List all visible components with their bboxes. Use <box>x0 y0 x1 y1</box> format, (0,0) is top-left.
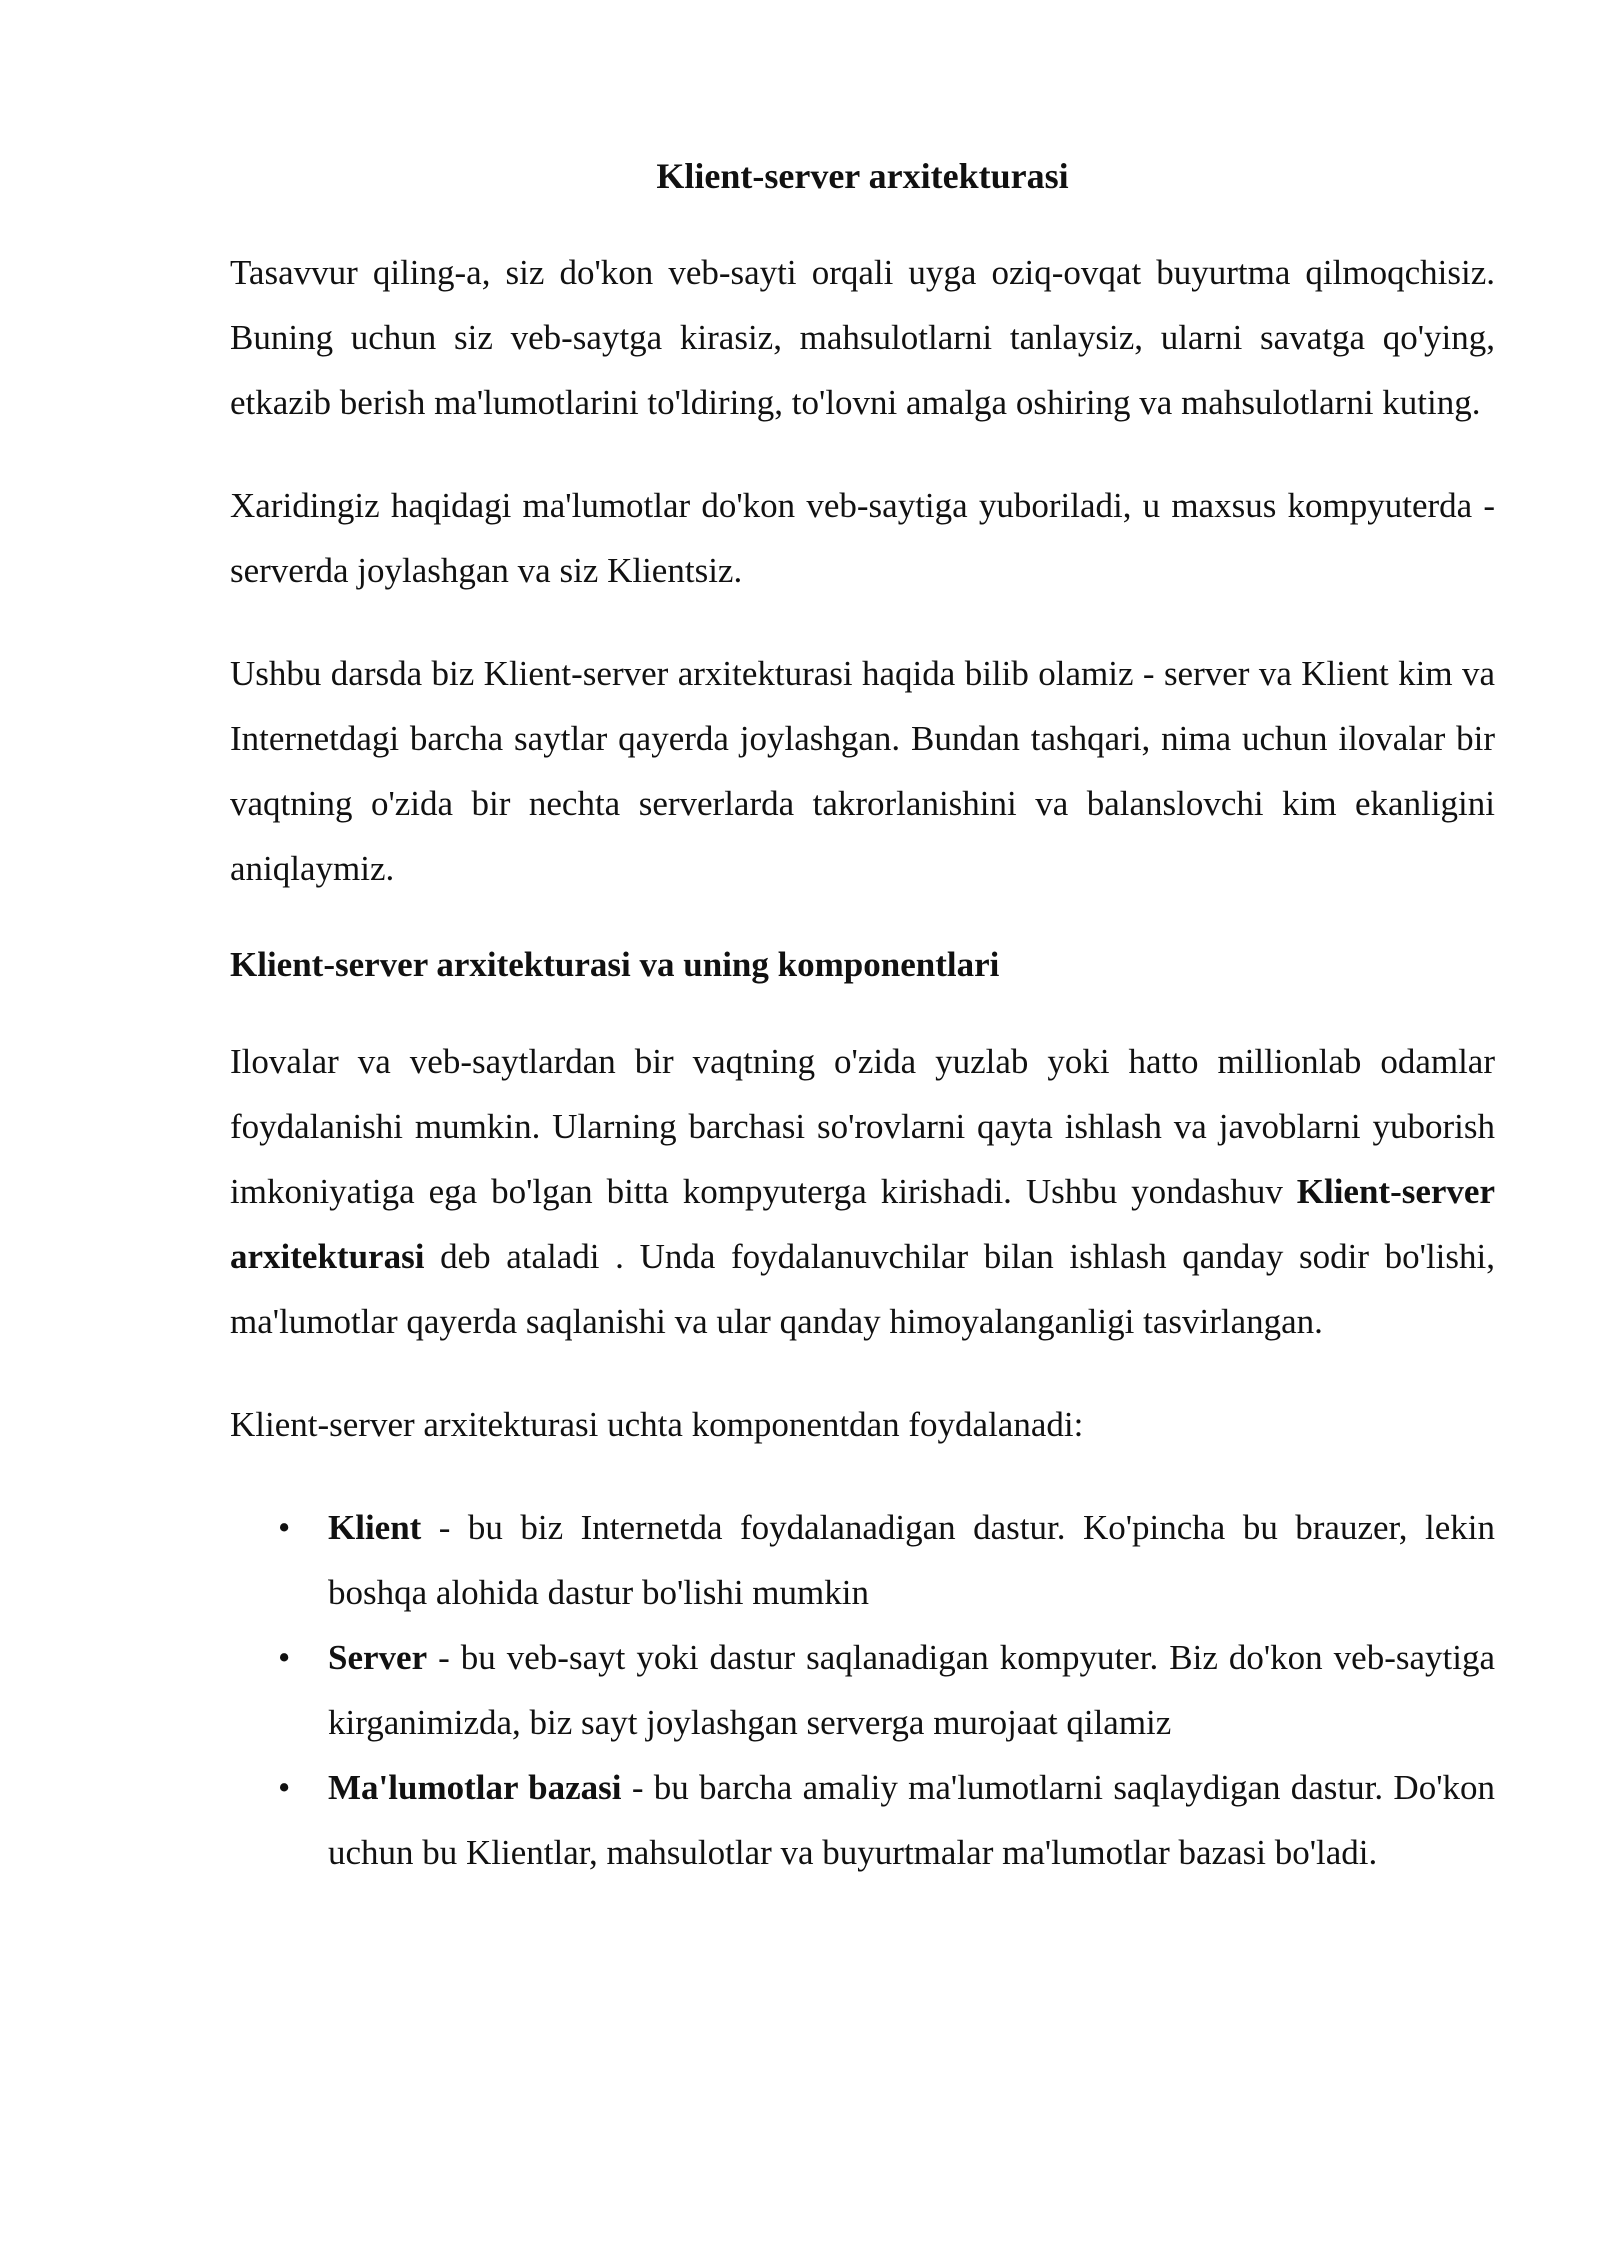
bullet-icon: • <box>278 1768 291 1807</box>
intro-paragraph-2: Xaridingiz haqidagi ma'lumotlar do'kon veb-saytiga yuboriladi, u maxsus kompyuterda - serverda joylashgan va siz Klientsiz. <box>230 486 1495 590</box>
list-intro: Klient-server arxitekturasi uchta komponentdan foydalanadi: <box>230 1405 1084 1444</box>
list-item-description: - bu barcha amaliy ma'lumotlarni saqlaydigan dastur. Do'kon uchun bu Klientlar, mahsulotlar va buyurtmalar ma'lumotlar bazasi bo'ladi. <box>328 1768 1496 1872</box>
list-item-term: Klient <box>328 1508 422 1547</box>
section-paragraph-bold-term: Klient-server arxitekturasi <box>230 1172 1495 1276</box>
list-item-klient <box>230 1495 1495 1625</box>
section-heading: Klient-server arxitekturasi va uning komponentlari <box>230 945 1000 984</box>
intro-paragraph-1: Tasavvur qiling-a, siz do'kon veb-sayti orqali uyga oziq-ovqat buyurtma qilmoqchisiz. Buning uchun siz veb-saytga kirasiz, mahsulotlarni tanlaysiz, ularni savatga qo'ying, etkazib berish ma'lumotlarini to'ldiring, to'lovni amalga oshiring va mahsulotlarni kuting. <box>230 253 1495 422</box>
list-item-term: Server <box>328 1638 428 1677</box>
bullet-icon: • <box>278 1638 291 1677</box>
section-paragraph-text-start: Ilovalar va veb-saytlardan bir vaqtning o'zida yuzlab yoki hatto millionlab odamlar foydalanishi mumkin. Ularning barchasi so'rovlarni qayta ishlash va javoblarni yuborish imkoniyatiga ega bo'lgan bitta kompyuterga kirishadi. Ushbu yondashuv <box>230 1042 1495 1211</box>
section-paragraph-text-end: deb ataladi . Unda foydalanuvchilar bilan ishlash qanday sodir bo'lishi, ma'lumotlar qayerda saqlanishi va ular qanday himoyalanganligi tasvirlangan. <box>230 1237 1495 1341</box>
intro-paragraph-3: Ushbu darsda biz Klient-server arxitekturasi haqida bilib olamiz - server va Klient kim va Internetdagi barcha saytlar qayerda joylashgan. Bundan tashqari, nima uchun ilovalar bir vaqtning o'zida bir nechta serverlarda takrorlanishini va balanslovchi kim ekanligini aniqlaymiz. <box>230 654 1495 888</box>
document-page <box>230 150 1495 1885</box>
list-item-term: Ma'lumotlar bazasi <box>328 1768 622 1807</box>
section-paragraph <box>230 1029 1495 1354</box>
list-item-server <box>230 1625 1495 1755</box>
list-item-description: - bu biz Internetda foydalanadigan dastur. Ko'pincha bu brauzer, lekin boshqa alohida dastur bo'lishi mumkin <box>328 1508 1495 1612</box>
bullet-icon: • <box>278 1508 291 1547</box>
list-item-description: - bu veb-sayt yoki dastur saqlanadigan kompyuter. Biz do'kon veb-saytiga kirganimizda, biz sayt joylashgan serverga murojaat qilamiz <box>328 1638 1495 1742</box>
document-title: Klient-server arxitekturasi <box>656 156 1069 196</box>
list-item-database <box>230 1755 1495 1885</box>
components-list <box>230 1495 1495 1885</box>
